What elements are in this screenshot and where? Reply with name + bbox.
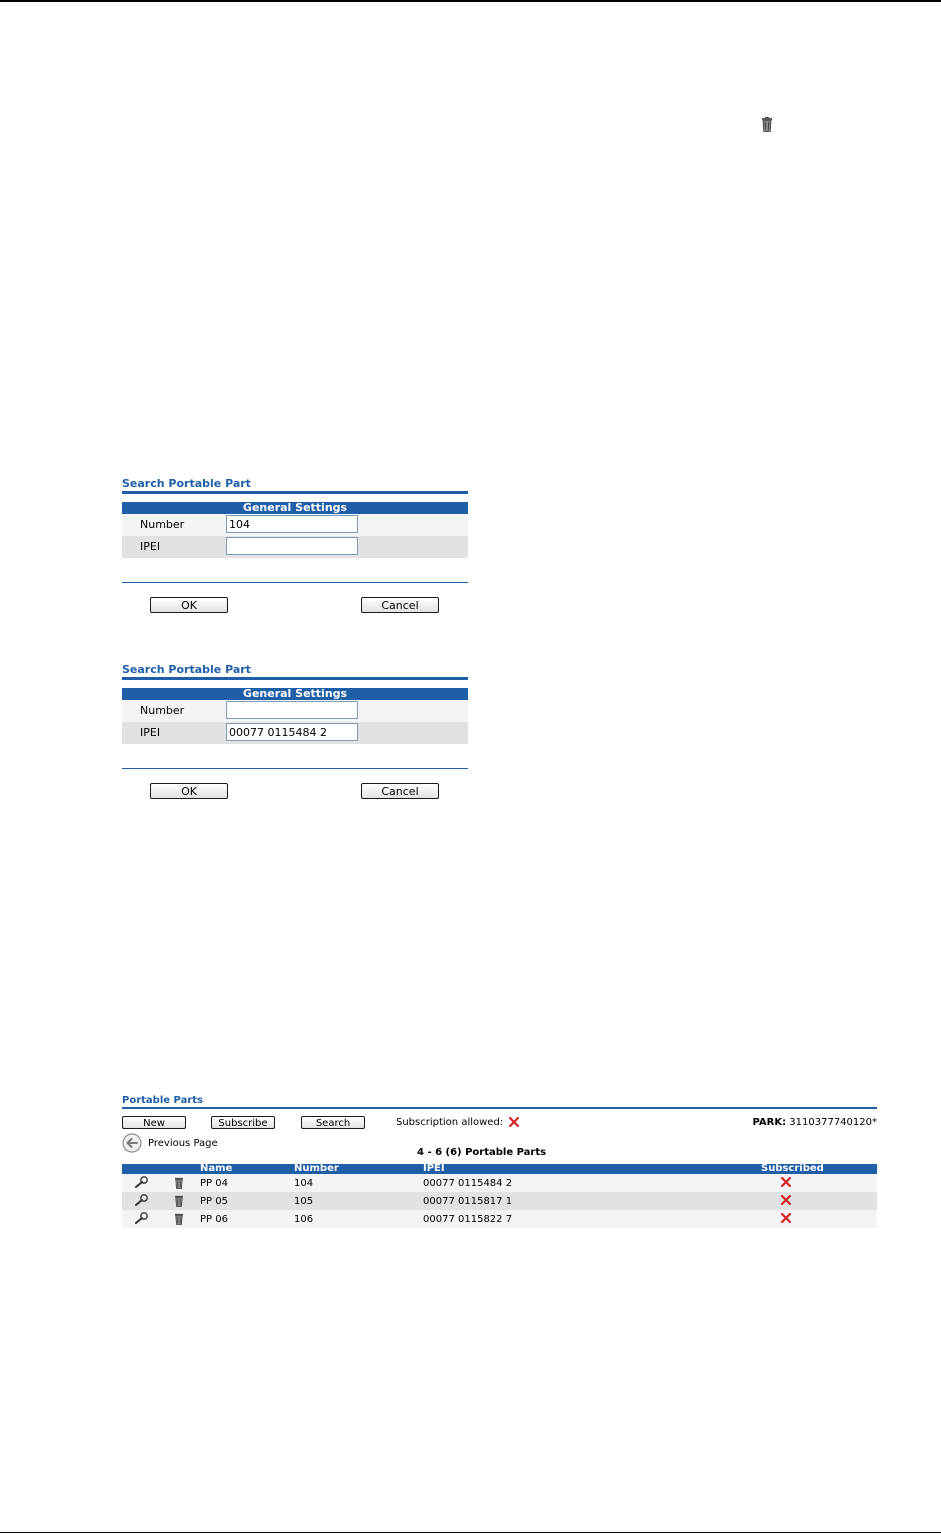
results-count: 4 - 6 (6) Portable Parts [417,1147,547,1158]
cell-ipei: 00077 0115484 2 [423,1174,761,1192]
previous-page-label: Previous Page [148,1137,218,1149]
wrench-icon[interactable] [134,1194,148,1206]
red-x-icon [509,1117,519,1127]
cell-number: 104 [294,1174,423,1192]
divider [122,768,468,769]
section-header: General Settings [122,688,468,700]
number-input[interactable] [226,515,358,533]
park-value: 3110377740120* [789,1117,877,1128]
subscription-allowed-label: Subscription allowed: [396,1117,504,1128]
cell-number: 106 [294,1210,423,1228]
navigation-row [122,1138,877,1164]
cancel-button[interactable]: Cancel [361,783,439,799]
button-row [122,783,468,805]
previous-page-link[interactable] [122,1133,218,1153]
new-button[interactable]: New [122,1116,186,1129]
header-delete [168,1164,200,1174]
subscribe-button[interactable]: Subscribe [211,1116,275,1129]
portable-parts-panel [122,1095,877,1228]
ipei-label: IPEI [140,726,161,739]
search-portable-part-panel [122,477,468,619]
table-row [122,1174,877,1192]
panel-title: Portable Parts [122,1095,203,1106]
cell-name: PP 04 [200,1174,294,1192]
ipei-row [122,722,468,744]
trash-icon[interactable] [174,1195,184,1207]
bottom-rule [0,1532,941,1533]
cell-number: 105 [294,1192,423,1210]
number-row [122,514,468,536]
back-arrow-icon [122,1133,142,1153]
ipei-input[interactable] [226,537,358,555]
ipei-input[interactable] [226,723,358,741]
cell-name: PP 05 [200,1192,294,1210]
subscription-allowed [396,1117,519,1128]
search-portable-part-panel [122,663,468,805]
trash-icon [761,117,773,132]
number-row [122,700,468,722]
toolbar [122,1116,877,1138]
cell-name: PP 06 [200,1210,294,1228]
number-label: Number [140,704,185,717]
ipei-label: IPEI [140,540,161,553]
search-button[interactable]: Search [301,1116,365,1129]
divider [122,582,468,583]
cell-ipei: 00077 0115817 1 [423,1192,761,1210]
ok-button[interactable]: OK [150,597,228,613]
ok-button[interactable]: OK [150,783,228,799]
title-underline [122,677,468,680]
wrench-icon[interactable] [134,1212,148,1224]
trash-icon[interactable] [174,1177,184,1189]
number-input[interactable] [226,701,358,719]
portable-parts-table [122,1164,877,1228]
panel-title: Search Portable Part [122,663,251,676]
header-ipei[interactable]: IPEI [423,1164,761,1174]
title-underline [122,1107,877,1109]
number-label: Number [140,518,185,531]
title-underline [122,491,468,494]
wrench-icon[interactable] [134,1176,148,1188]
red-x-icon [781,1213,791,1223]
park-info [752,1117,877,1128]
section-header: General Settings [122,502,468,514]
ipei-row [122,536,468,558]
table-row [122,1192,877,1210]
cell-ipei: 00077 0115822 7 [423,1210,761,1228]
header-name[interactable]: Name [200,1164,294,1174]
table-row [122,1210,877,1228]
park-label: PARK: [752,1117,787,1128]
table-header-row [122,1164,877,1174]
header-number[interactable]: Number [294,1164,423,1174]
red-x-icon [781,1177,791,1187]
top-rule [0,0,941,2]
red-x-icon [781,1195,791,1205]
panel-title: Search Portable Part [122,477,251,490]
button-row [122,597,468,619]
header-edit [122,1164,168,1174]
cancel-button[interactable]: Cancel [361,597,439,613]
header-subscribed[interactable]: Subscribed [761,1164,877,1174]
trash-icon[interactable] [174,1213,184,1225]
